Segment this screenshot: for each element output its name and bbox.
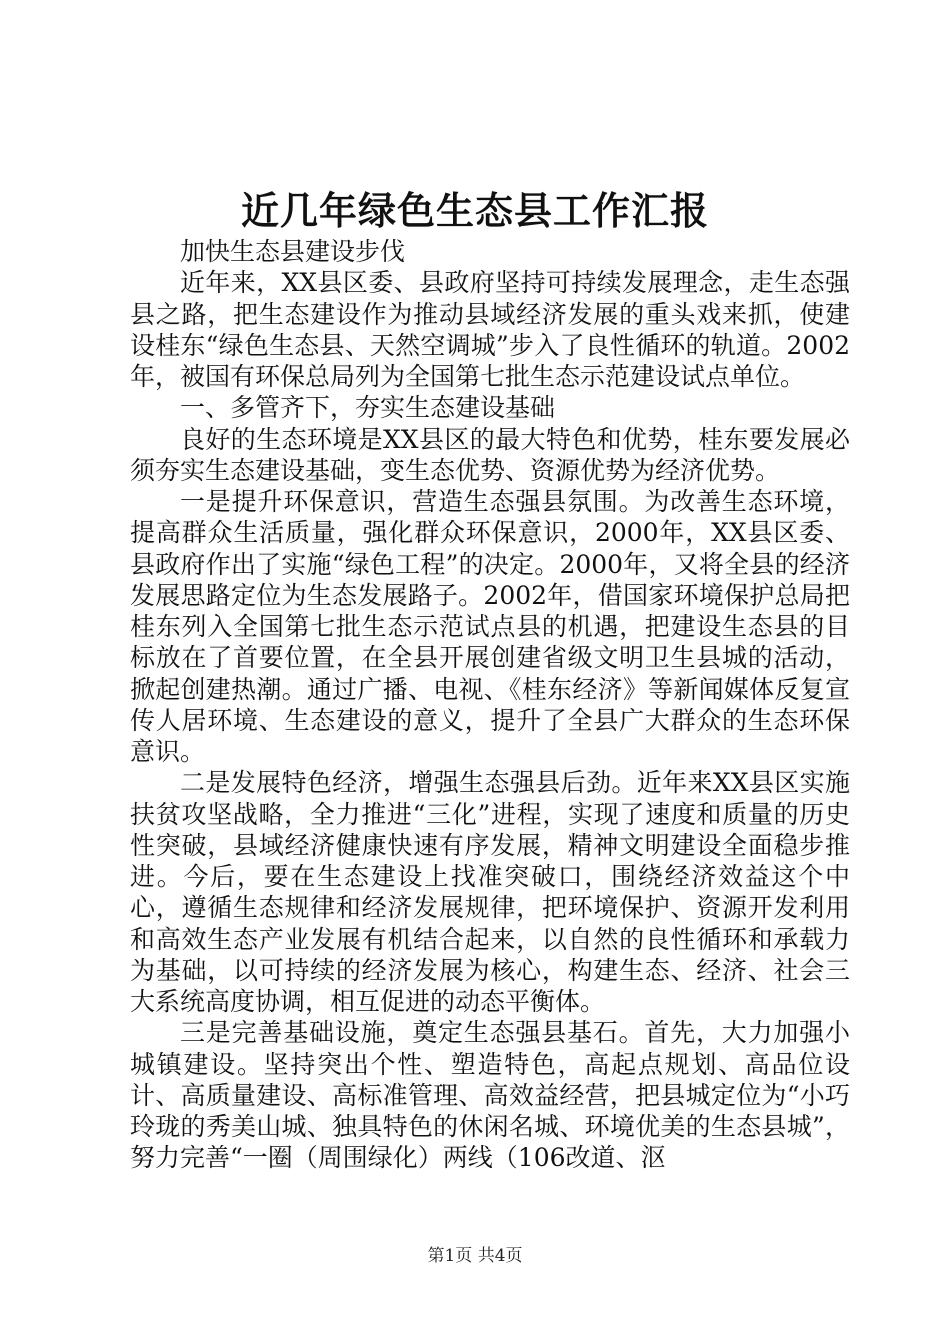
page-footer: 第1页 共4页 (427, 1246, 523, 1266)
body-paragraph: 三是完善基础设施，奠定生态强县基石。首先，大力加强小城镇建设。坚持突出个性、塑造特色，高起点规划、高品位设计、高质量建设、高标准管理、高效益经营，把县城定位为“小巧玲珑的秀美山城、独具特色的休闲名城、环境优美的生态县城”，努力完善“一圈（周围绿化）两线（106改道、沤 (130, 1018, 850, 1173)
document-body (130, 236, 850, 1174)
body-paragraph: 近年来，XX县区委、县政府坚持可持续发展理念，走生态强县之路，把生态建设作为推动县域经济发展的重头戏来抓，使建设桂东“绿色生态县、天然空调城”步入了良性循环的轨道。2002年，被国有环保总局列为全国第七批生态示范建设试点单位。 (130, 268, 850, 391)
subtitle-paragraph: 加快生态县建设步伐 (180, 237, 406, 266)
section-heading: 一、多管齐下，夯实生态建设基础 (180, 393, 556, 423)
body-paragraph: 一是提升环保意识，营造生态强县氛围。为改善生态环境，提高群众生活质量，强化群众环保意识，2000年，XX县区委、县政府作出了实施“绿色工程”的决定。2000年，又将全县的经济发展思路定位为生态发展路子。2002年，借国家环境保护总局把桂东列入全国第七批生态示范试点县的机遇，把建设生态县的目标放在了首要位置，在全县开展创建省级文明卫生县城的活动，掀起创建热潮。通过广播、电视、《桂东经济》等新闻媒体反复宣传人居环境、生态建设的意义，提升了全县广大群众的生态环保意识。 (130, 487, 850, 766)
document-title: 近几年绿色生态县工作汇报 (240, 188, 709, 233)
body-paragraph: 二是发展特色经济，增强生态强县后劲。近年来XX县区实施扶贫攻坚战略，全力推进“三化”进程，实现了速度和质量的历史性突破，县域经济健康快速有序发展，精神文明建设全面稳步推进。今后，要在生态建设上找准突破口，围绕经济效益这个中心，遵循生态规律和经济发展规律，把环境保护、资源开发利用和高效生态产业发展有机结合起来，以自然的良性循环和承载力为基础，以可持续的经济发展为核心，构建生态、经济、社会三大系统高度协调，相互促进的动态平衡体。 (130, 768, 850, 1016)
body-paragraph: 良好的生态环境是XX县区的最大特色和优势，桂东要发展必须夯实生态建设基础，变生态优势、资源优势为经济优势。 (130, 424, 850, 485)
